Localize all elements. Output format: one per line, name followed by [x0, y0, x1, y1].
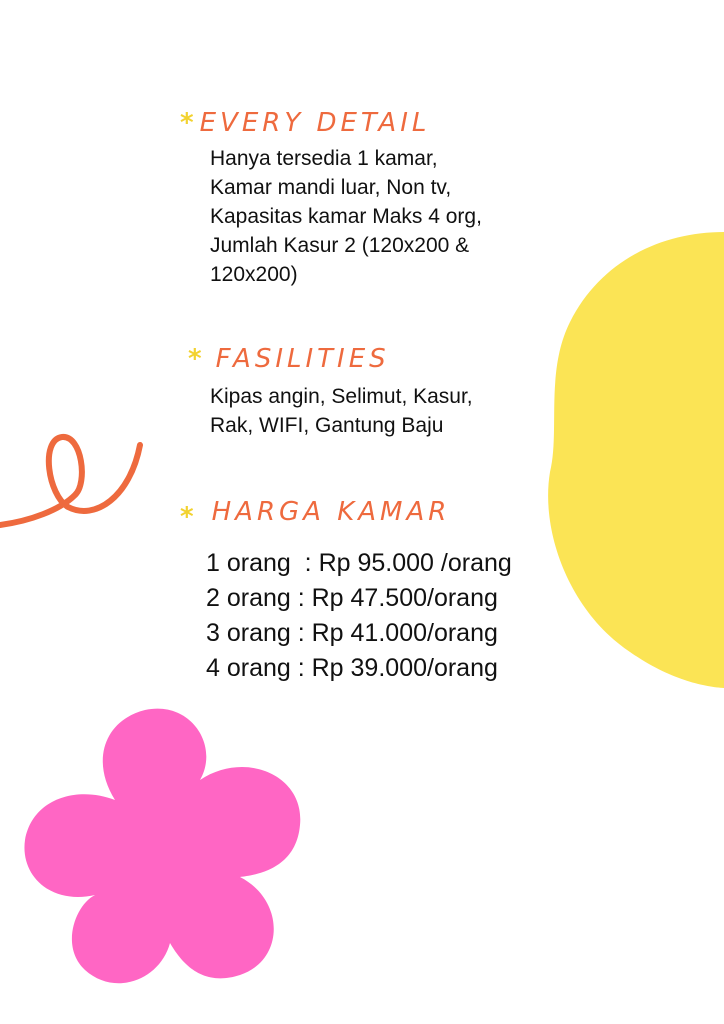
harga-kamar-price-list	[206, 546, 512, 686]
every-detail-line: Jumlah Kasur 2 (120x200 &	[210, 234, 470, 257]
star-icon: *	[180, 502, 194, 532]
price-row: 4 orang : Rp 39.000/orang	[206, 654, 498, 682]
every-detail-line: Kamar mandi luar, Non tv,	[210, 176, 452, 199]
every-detail-line: Kapasitas kamar Maks 4 org,	[210, 205, 482, 228]
price-row: 2 orang : Rp 47.500/orang	[206, 584, 498, 612]
every-detail-line: 120x200)	[210, 263, 298, 286]
price-row: 3 orang : Rp 41.000/orang	[206, 619, 498, 647]
price-row: 1 orang : Rp 95.000 /orang	[206, 549, 512, 577]
star-icon: *	[180, 108, 194, 138]
every-detail-line: Hanya tersedia 1 kamar,	[210, 147, 438, 170]
every-detail-section	[180, 108, 482, 289]
fasilities-section	[180, 344, 473, 440]
every-detail-title: EVERY DETAIL	[199, 108, 431, 138]
every-detail-list	[210, 144, 482, 289]
star-icon: *	[188, 344, 202, 374]
fasilities-line: Rak, WIFI, Gantung Baju	[210, 414, 444, 437]
fasilities-line: Kipas angin, Selimut, Kasur,	[210, 385, 473, 408]
pink-flower-shape	[20, 705, 310, 995]
harga-kamar-section	[180, 494, 512, 686]
yellow-blob-shape	[540, 232, 724, 692]
every-detail-heading-row	[180, 108, 482, 138]
harga-kamar-title: HARGA KAMAR	[211, 497, 451, 527]
fasilities-list	[210, 382, 473, 440]
fasilities-heading-row	[188, 344, 473, 374]
orange-squiggle-shape	[0, 425, 150, 535]
fasilities-title: FASILITIES	[215, 344, 390, 374]
harga-kamar-heading-row	[180, 494, 512, 530]
